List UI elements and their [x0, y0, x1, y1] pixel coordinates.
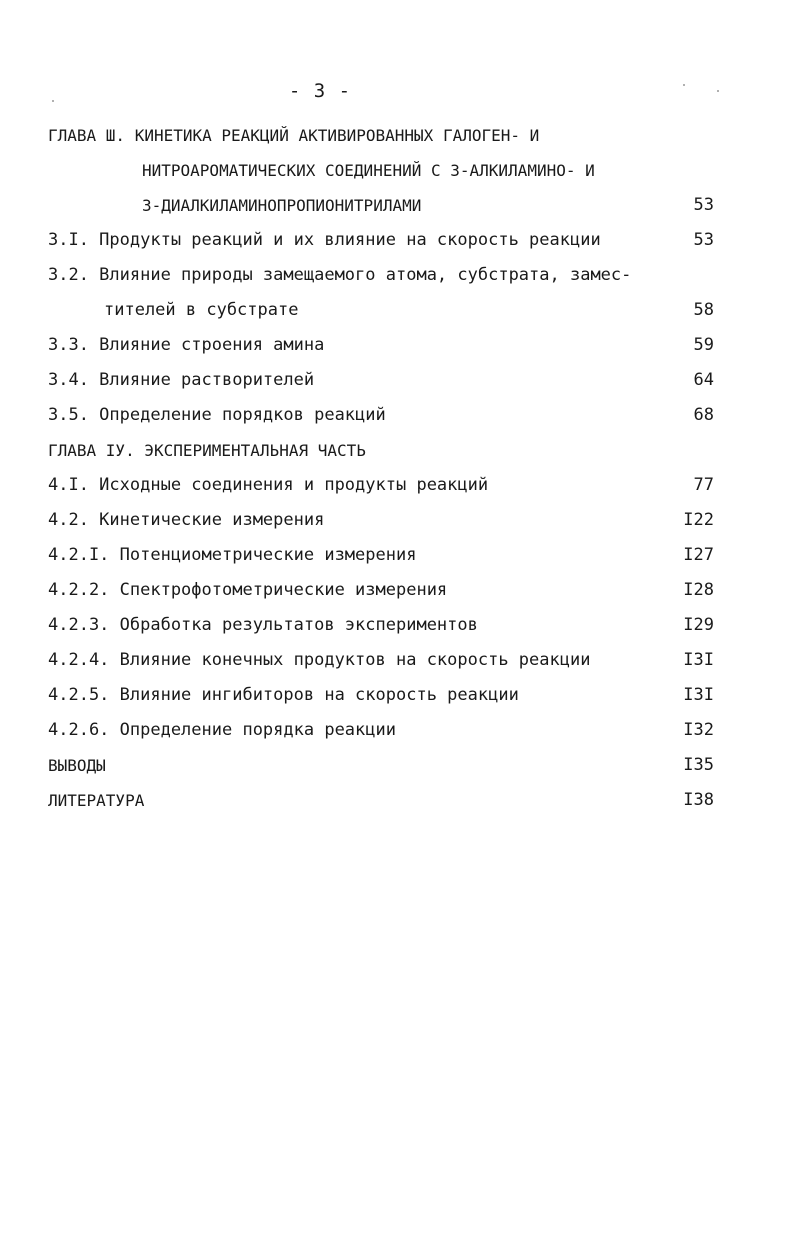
- toc-entry-title: 3.I. Продукты реакций и их влияние на скорость реакции: [48, 230, 601, 250]
- toc-row: [48, 293, 720, 328]
- toc-entry-title: 4.2.5. Влияние ингибиторов на скорость реакции: [48, 685, 519, 705]
- toc-row: [48, 573, 720, 608]
- toc-entry-page: I27: [683, 545, 714, 565]
- toc-entry-title: 3.3. Влияние строения амина: [48, 335, 325, 355]
- toc-entry-page: I22: [683, 510, 714, 530]
- toc-row: [48, 433, 720, 468]
- toc-entry-title: 3.4. Влияние растворителей: [48, 370, 315, 390]
- toc-row: [48, 188, 720, 223]
- toc-row: [48, 153, 720, 188]
- toc-entry-title: ГЛАВА IУ. ЭКСПЕРИМЕНТАЛЬНАЯ ЧАСТЬ: [48, 441, 366, 460]
- toc-entry-page: 68: [693, 405, 714, 425]
- toc-row: [48, 223, 720, 258]
- toc-row: [48, 363, 720, 398]
- toc-entry-page: I32: [683, 720, 714, 740]
- toc-row: [48, 398, 720, 433]
- toc-entry-title: 3.5. Определение порядков реакций: [48, 405, 386, 425]
- toc-row: [48, 503, 720, 538]
- toc-row: [48, 713, 720, 748]
- toc-row: [48, 608, 720, 643]
- toc-entry-page: I3I: [683, 650, 714, 670]
- toc-row: [48, 118, 720, 153]
- toc-row: [48, 468, 720, 503]
- toc-entry-title: 4.2.6. Определение порядка реакции: [48, 720, 396, 740]
- toc-entry-page: I35: [683, 755, 714, 775]
- page-number: - 3 -: [288, 80, 352, 102]
- toc-row: [48, 678, 720, 713]
- scan-speck: [683, 84, 685, 86]
- toc-entry-page: I38: [683, 790, 714, 810]
- toc-entry-title: 4.2.I. Потенциометрические измерения: [48, 545, 417, 565]
- toc-entry-page: 53: [693, 195, 714, 215]
- toc-entry-page: 59: [693, 335, 714, 355]
- toc-entry-page: I29: [683, 615, 714, 635]
- toc-entry-page: 64: [693, 370, 714, 390]
- toc-entry-title: НИТРОАРОМАТИЧЕСКИХ СОЕДИНЕНИЙ С 3-АЛКИЛАМИНО- И: [142, 161, 595, 180]
- toc-entry-title: 4.I. Исходные соединения и продукты реакций: [48, 475, 489, 495]
- toc-entry-title: 3-ДИАЛКИЛАМИНОПРОПИОНИТРИЛАМИ: [142, 196, 422, 215]
- toc-row: [48, 783, 720, 818]
- toc-entry-title: ГЛАВА Ш. КИНЕТИКА РЕАКЦИЙ АКТИВИРОВАННЫХ ГАЛОГЕН- И: [48, 126, 540, 145]
- toc-entry-title: ЛИТЕРАТУРА: [48, 791, 145, 810]
- toc-entry-title: 4.2.4. Влияние конечных продуктов на скорость реакции: [48, 650, 591, 670]
- scan-speck: [717, 90, 719, 92]
- toc-entry-page: I28: [683, 580, 714, 600]
- toc-row: [48, 328, 720, 363]
- toc-row: [48, 258, 720, 293]
- toc-entry-title: 4.2. Кинетические измерения: [48, 510, 325, 530]
- toc-entry-page: 53: [693, 230, 714, 250]
- table-of-contents: [48, 118, 720, 818]
- toc-entry-title: 4.2.2. Спектрофотометрические измерения: [48, 580, 448, 600]
- toc-row: [48, 643, 720, 678]
- toc-entry-page: I3I: [683, 685, 714, 705]
- toc-entry-title: 3.2. Влияние природы замещаемого атома, субстрата, замес-: [48, 265, 632, 285]
- toc-entry-title: ВЫВОДЫ: [48, 756, 106, 775]
- toc-entry-page: 58: [693, 300, 714, 320]
- toc-entry-page: 77: [693, 475, 714, 495]
- toc-entry-title: тителей в субстрате: [104, 300, 299, 320]
- toc-entry-title: 4.2.3. Обработка результатов экспериментов: [48, 615, 478, 635]
- toc-row: [48, 748, 720, 783]
- toc-row: [48, 538, 720, 573]
